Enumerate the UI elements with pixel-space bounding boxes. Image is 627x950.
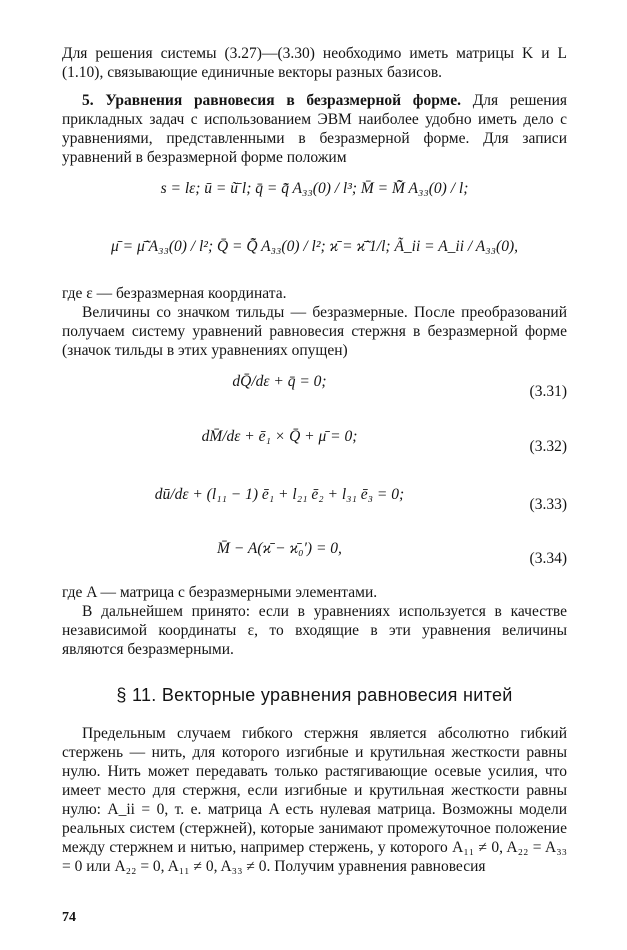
section-subtitle: 5. Уравнения равновесия в безразмерной форме.: [82, 92, 461, 109]
equation-number: (3.34): [529, 550, 567, 567]
equation-body: dū/dε + (l₁₁ − 1) ē₁ + l₂₁ ē₂ + l₃₁ ē₃ = 0;: [154, 486, 405, 503]
paragraph-5: где A — матрица с безразмерными элементами.: [62, 584, 378, 601]
formula-line-2: μ̄ = μ̃̄ A₃₃(0) / l²; Q̄ = Q̃̄ A₃₃(0) / l²; ϰ̄ = ϰ̃̄ 1/l; Ã_ii = A_ii / A₃₃(0),: [110, 238, 519, 255]
equation-body: dM̄/dε + ē₁ × Q̄ + μ̄ = 0;: [201, 428, 358, 445]
equation-3-34: [62, 540, 567, 580]
equation-3-33: [62, 486, 567, 526]
equation-3-31: [62, 373, 567, 413]
equation-number: (3.32): [529, 438, 567, 455]
paragraph-7: Предельным случаем гибкого стержня является абсолютно гибкий стержень — нить, для которого изгибные и крутильная жесткости равны нулю. Нить может передавать только растягивающие осевые усилия, что имеет место для стержня, если изгибные и крутильная жесткости равны нулю: A_ii = 0, т. е. матрица A есть нулевая матрица. Возможны модели реальных систем (стержней), которые занимают промежуточное положение между стержнем и нитью, например стержень, у которого A₁₁ ≠ 0, A₂₂ = A₃₃ = 0 или A₂₂ = 0, A₁₁ ≠ 0, A₃₃ ≠ 0. Получим уравнения равновесия: [62, 725, 567, 875]
page-number: 74: [62, 910, 76, 925]
section-heading: § 11. Векторные уравнения равновесия нитей: [116, 685, 513, 705]
paragraph-2-text: Для решения прикладных задач с использованием ЭВМ наиболее удобно иметь дело с уравнениями, представленными в безразмерной форме. Для записи уравнений в безразмерной форме положим: [62, 92, 567, 166]
formula-line-1: s = lε; ū = ũ̄ l; q̄ = q̃̄ A₃₃(0) / l³; M̄ = M̃̄ A₃₃(0) / l;: [160, 180, 469, 197]
equation-number: (3.31): [529, 383, 567, 400]
paragraph-6: В дальнейшем принято: если в уравнениях используется в качестве независимой координаты ε, то входящие в эти уравнения величины являются безразмерными.: [62, 603, 567, 658]
equation-body: dQ̄/dε + q̄ = 0;: [232, 373, 327, 390]
equation-number: (3.33): [529, 496, 567, 513]
equation-body: M̄ − A(ϰ̄ − ϰ̄₀′) = 0,: [217, 540, 342, 557]
paragraph-1: Для решения системы (3.27)—(3.30) необходимо иметь матрицы K и L (1.10), связывающие единичные векторы разных базисов.: [62, 45, 567, 81]
paragraph-2: [62, 91, 567, 167]
paragraph-3: где ε — безразмерная координата.: [62, 285, 287, 302]
paragraph-4: Величины со значком тильды — безразмерные. После преобразований получаем систему уравнений равновесия стержня в безразмерной форме (значок тильды в этих уравнениях опущен): [62, 304, 567, 359]
equation-3-32: [62, 428, 567, 468]
